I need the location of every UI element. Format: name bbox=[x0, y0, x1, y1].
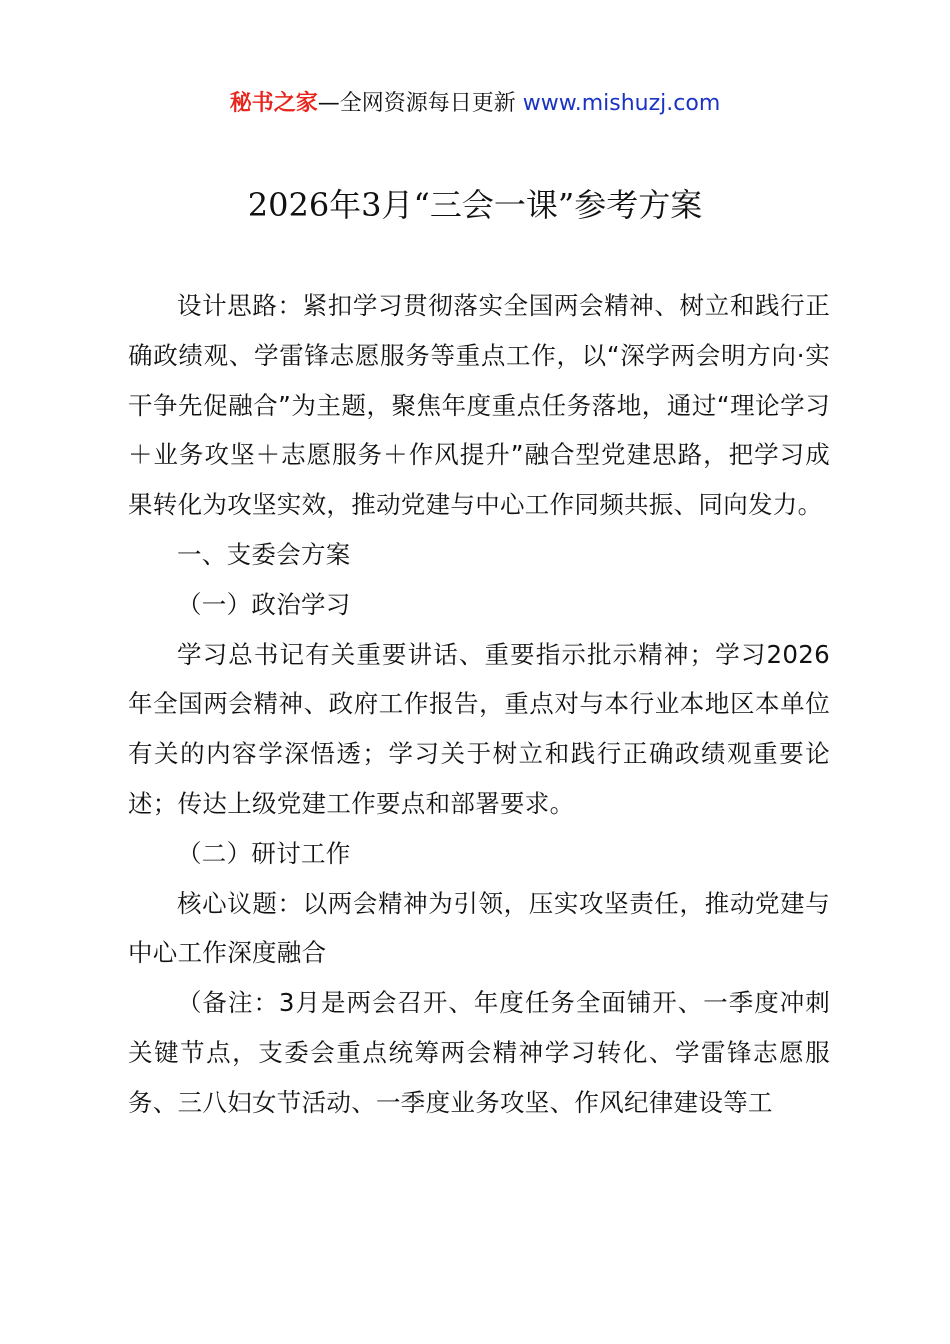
body-paragraph: 学习总书记有关重要讲话、重要指示批示精神；学习2026年全国两会精神、政府工作报告，重点对与本行业本地区本单位有关的内容学深悟透；学习关于树立和践行正确政绩观重要论述；传达上级党建工作要点和部署要求。 bbox=[128, 639, 830, 818]
section-heading: 一、支委会方案 bbox=[177, 539, 351, 569]
site-link[interactable]: www.mishuzj.com bbox=[522, 91, 721, 116]
subsection-heading: （二）研讨工作 bbox=[177, 838, 351, 868]
document-title: 2026年3月“三会一课”参考方案 bbox=[247, 186, 703, 224]
design-idea-paragraph: 设计思路：紧扣学习贯彻落实全国两会精神、树立和践行正确政绩观、学雷锋志愿服务等重点工作，以“深学两会明方向·实干争先促融合”为主题，聚焦年度重点任务落地，通过“理论学习＋业务攻坚＋志愿服务＋作风提升”融合型党建思路，把学习成果转化为攻坚实效，推动党建与中心工作同频共振、同向发力。 bbox=[128, 291, 830, 520]
body-paragraph: 核心议题：以两会精神为引领，压实攻坚责任，推动党建与中心工作深度融合 bbox=[128, 888, 830, 968]
document-body bbox=[128, 281, 830, 1128]
brand-name: 秘书之家 bbox=[229, 91, 318, 116]
note-paragraph: （备注：3月是两会召开、年度任务全面铺开、一季度冲刺关键节点，支委会重点统筹两会精神学习转化、学雷锋志愿服务、三八妇女节活动、一季度业务攻坚、作风纪律建设等工 bbox=[128, 988, 830, 1117]
header-slogan: —全网资源每日更新 bbox=[317, 91, 516, 116]
subsection-heading: （一）政治学习 bbox=[177, 589, 351, 619]
site-header bbox=[0, 88, 950, 120]
